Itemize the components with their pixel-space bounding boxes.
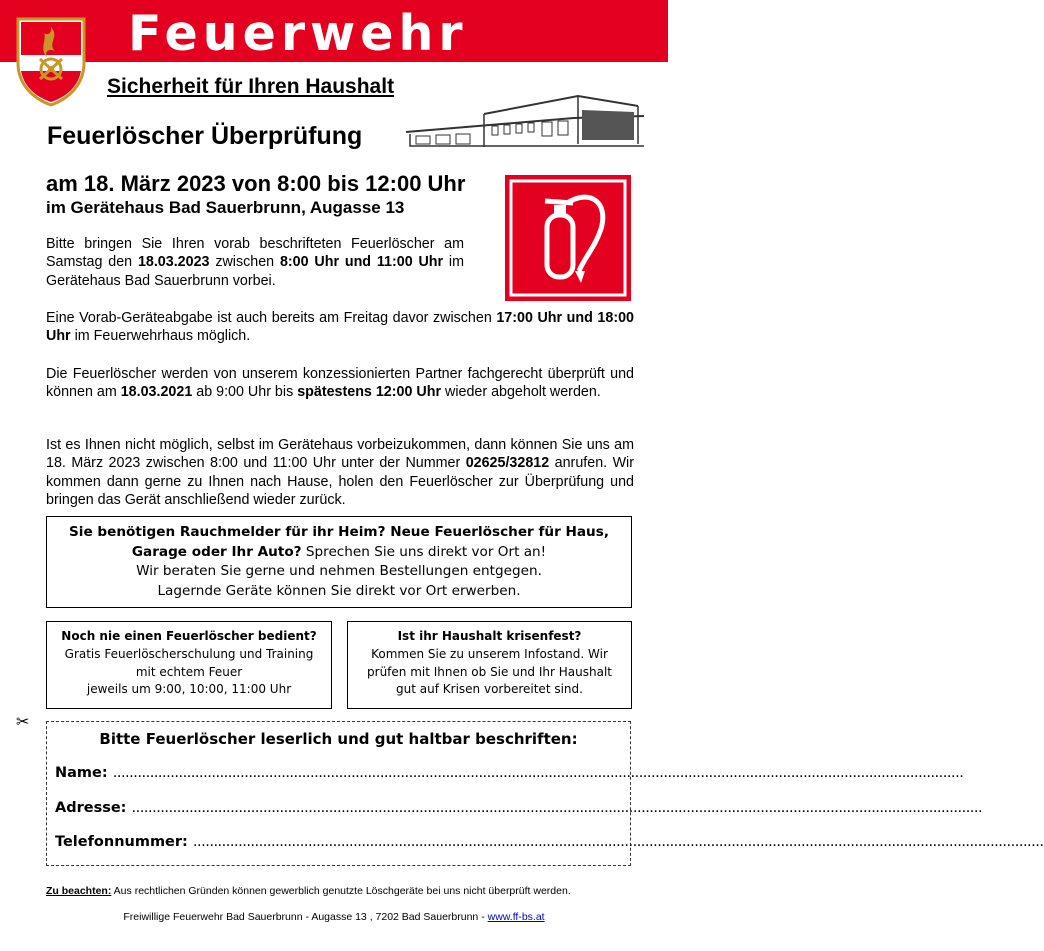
box-text: jeweils um 9:00, 10:00, 11:00 Uhr (86, 682, 292, 697)
footer (0, 911, 668, 923)
paragraph-home-service (46, 436, 634, 510)
paragraph-pre-delivery (46, 309, 634, 346)
box-text: Gratis Feuerlöscherschulung und Training (64, 646, 314, 661)
event-location: im Gerätehaus Bad Sauerbrunn, Augasse 13 (46, 198, 405, 217)
box-text: Kommen Sie zu unserem Infostand. Wir (371, 646, 608, 661)
text-segment: im Gerätehaus Bad Sauerbrunn vorbei. (46, 254, 465, 289)
dotted-line: ............................................................................................................................................................................................................... (112, 765, 964, 781)
footer-address: Freiwillige Feuerwehr Bad Sauerbrunn - Augasse 13 , 7202 Bad Sauerbrunn - (123, 911, 488, 923)
box-text: mit echtem Feuer (135, 664, 243, 679)
smoke-detector-info-box (46, 516, 632, 608)
training-info-box (46, 621, 332, 709)
address-label: Adresse: (55, 800, 127, 816)
box-text: Sprechen Sie uns direkt vor Ort an! (301, 543, 547, 560)
name-label: Name: (55, 765, 108, 781)
pickup-deadline: spätestens 12:00 Uhr (297, 384, 442, 401)
box-text: gut auf Krisen vorbereitet sind. (396, 682, 583, 697)
pickup-date: 18.03.2021 (120, 384, 193, 401)
text-segment: wieder abgeholt werden. (441, 384, 601, 401)
text-segment: Bitte bringen Sie Ihren vorab beschrifteten Feuerlöscher am Samstag den (46, 236, 464, 271)
drop-off-time: 8:00 Uhr und 11:00 Uhr (279, 254, 444, 271)
text-segment: Ist es Ihnen nicht möglich, selbst im Gerätehaus vorbeizukommen, dann können Sie uns am 18. März 2023 zwischen 8:00 und 11:00 Uhr unter der Nummer (46, 437, 634, 472)
box-title: Ist ihr Haushalt krisenfest? (397, 629, 582, 643)
text-segment: ab 9:00 Uhr bis (192, 384, 298, 401)
name-field[interactable] (55, 765, 964, 781)
crisis-info-box (347, 621, 632, 709)
phone-number: 02625/32812 (465, 455, 550, 472)
text-segment: zwischen (209, 254, 280, 271)
dotted-line: ............................................................................................................................................................................................................... (131, 800, 983, 816)
dotted-line: ............................................................................................................................................................................................................... (192, 834, 1044, 850)
box-bold-text: Sie benötigen Rauchmelder für ihr Heim? Neue Feuerlöscher für Haus, Garage oder Ihr Auto? (69, 524, 609, 560)
legal-note (46, 885, 571, 897)
event-date: am 18. März 2023 von 8:00 bis 12:00 Uhr (46, 171, 466, 196)
text-segment: im Feuerwehrhaus möglich. (70, 328, 251, 345)
fire-brigade-logo (14, 15, 88, 107)
subtitle: Sicherheit für Ihren Haushalt (107, 75, 395, 98)
website-link[interactable]: www.ff-bs.at (487, 911, 545, 923)
fire-station-drawing (406, 92, 644, 152)
label-coupon (46, 721, 1044, 866)
phone-field[interactable] (55, 834, 1044, 850)
paragraph-pickup (46, 365, 634, 402)
scissors-icon: ✂ (16, 712, 30, 731)
text-segment: Eine Vorab-Geräteabgabe ist auch bereits am Freitag davor zwischen (46, 310, 497, 326)
fire-extinguisher-icon (505, 175, 631, 301)
text-segment: anrufen. Wir kommen dann gerne zu Ihnen nach Hause, holen den Feuerlöscher zur Überprüfung und bringen das Gerät anschließend wieder zurück. (46, 455, 634, 509)
pre-delivery-time: 17:00 Uhr und 18:00 Uhr (46, 310, 634, 345)
brand-title: Feuerwehr (128, 5, 468, 62)
box-text: Lagernde Geräte können Sie direkt vor Ort erwerben. (157, 582, 521, 599)
box-title: Noch nie einen Feuerlöscher bedient? (61, 629, 317, 643)
note-text: Aus rechtlichen Gründen können gewerblich genutzte Löschgeräte bei uns nicht überprüft werden. (111, 885, 571, 897)
drop-off-date: 18.03.2023 (137, 254, 210, 271)
coupon-title: Bitte Feuerlöscher leserlich und gut haltbar beschriften: (99, 730, 578, 748)
box-text: prüfen mit Ihnen ob Sie und Ihr Haushalt (367, 664, 612, 679)
text-segment: Die Feuerlöscher werden von unserem konzessionierten Partner fachgerecht überprüft und können am (46, 366, 634, 401)
note-label: Zu beachten: (46, 885, 112, 897)
phone-label: Telefonnummer: (55, 834, 188, 850)
address-field[interactable] (55, 800, 983, 816)
box-text: Wir beraten Sie gerne und nehmen Bestellungen entgegen. (136, 563, 542, 580)
paragraph-drop-off (46, 235, 464, 290)
page-heading: Feuerlöscher Überprüfung (47, 122, 363, 150)
